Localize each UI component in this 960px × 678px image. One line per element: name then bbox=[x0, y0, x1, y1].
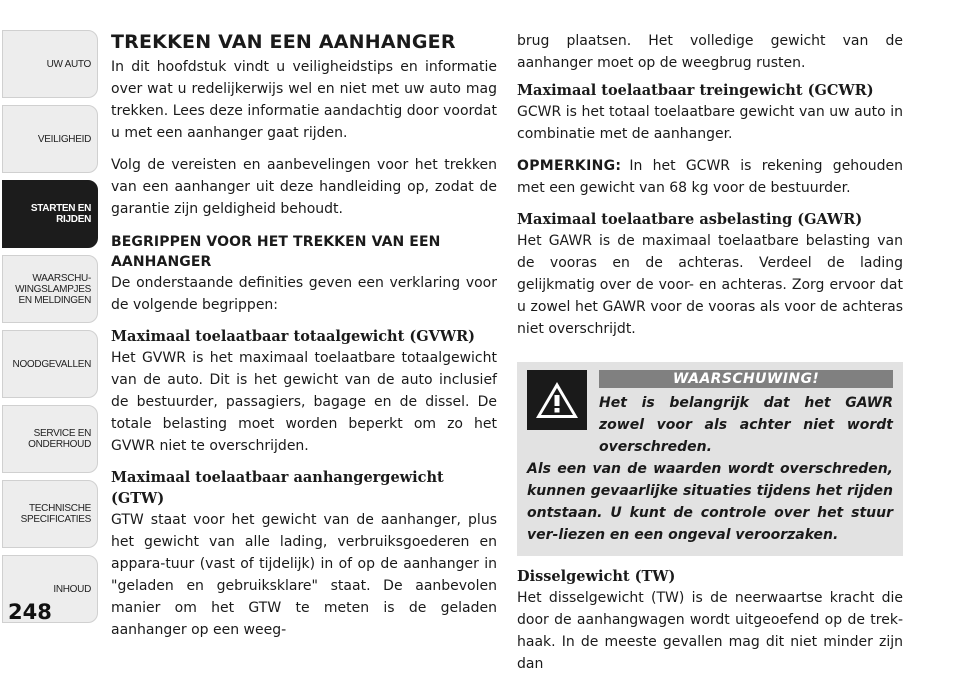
note-paragraph bbox=[517, 155, 903, 199]
tab-label: SERVICE EN ONDERHOUD bbox=[28, 428, 91, 450]
tab-uw-auto[interactable] bbox=[2, 30, 98, 98]
gcwr-text: GCWR is het totaal toelaatbare gewicht van uw auto in combinatie met de aanhanger. bbox=[517, 104, 903, 142]
gcwr-heading: Maximaal toelaatbaar treingewicht (GCWR) bbox=[517, 82, 874, 99]
right-column bbox=[517, 30, 903, 675]
tab-waarschuwingslampjes[interactable] bbox=[2, 255, 98, 323]
gtw-heading: Maximaal toelaatbaar aanhangergewicht (GTW) bbox=[111, 469, 444, 507]
warning-box bbox=[517, 362, 903, 556]
gawr-text: Het GAWR is de maximaal toelaatbare belasting van de vooras en de achteras. Verdeel de lading gelijkmatig over de voor- en achteras. Zorg ervoor dat u zowel het GAWR voor de vooras als voor de achteras niet overschrijdt. bbox=[517, 233, 903, 337]
tab-veiligheid[interactable] bbox=[2, 105, 98, 173]
tab-label: NOODGEVALLEN bbox=[12, 358, 91, 370]
gvwr-heading: Maximaal toelaatbaar totaalgewicht (GVWR) bbox=[111, 328, 476, 345]
tab-starten-en-rijden[interactable] bbox=[2, 180, 98, 248]
note-label: OPMERKING: bbox=[517, 158, 622, 174]
left-column bbox=[111, 30, 497, 641]
tab-label: TECHNISCHE SPECIFICATIES bbox=[20, 503, 91, 525]
warning-text: Het is belangrijk dat het GAWR zowel voor als achter niet wordt overschreden. bbox=[599, 395, 893, 455]
warning-heading: WAARSCHUWING! bbox=[599, 370, 893, 388]
tw-heading: Disselgewicht (TW) bbox=[517, 568, 676, 585]
continued-text: brug plaatsen. Het volledige gewicht van de aanhanger moet op de weegbrug rusten. bbox=[517, 33, 903, 71]
tab-label: VEILIGHEID bbox=[37, 133, 91, 145]
tab-label: INHOUD bbox=[53, 583, 91, 595]
gvwr-text: Het GVWR is het maximaal toelaatbare totaalgewicht van de auto. Dit is het gewicht van de auto inclusief de bestuurder, passagiers, bagage en de dissel. De totale belasting moet worden beperkt om zo het GVWR niet te overschrijden. bbox=[111, 350, 497, 454]
warning-text-continued: Als een van de waarden wordt overschreden, kunnen gevaarlijke situaties tijdens het rijden ontstaan. U kunt de controle over het stuur ver-liezen en een ongeval veroorzaken. bbox=[527, 461, 893, 543]
note-text: In het GCWR is rekening gehouden met een gewicht van 68 kg voor de bestuurder. bbox=[517, 158, 903, 196]
section-title: TREKKEN VAN EEN AANHANGER bbox=[111, 31, 456, 53]
tab-label: UW AUTO bbox=[46, 58, 91, 70]
subsection-title: BEGRIPPEN VOOR HET TREKKEN VAN EEN AANHANGER bbox=[111, 234, 441, 270]
intro-paragraph: In dit hoofdstuk vindt u veiligheidstips en informatie over wat u redelijkerwijs wel en niet met uw auto mag trekken. Lees deze informatie aandachtig door voordat u met een aanhanger gaat rijden. bbox=[111, 59, 497, 141]
page-number: 248 bbox=[8, 600, 52, 624]
tab-label: STARTEN EN RIJDEN bbox=[30, 203, 91, 225]
warning-triangle-icon bbox=[527, 370, 587, 430]
gtw-text: GTW staat voor het gewicht van de aanhanger, plus het gewicht van alle lading, verbruiksgoederen en appara-tuur (vast of tijdelijk) in of op de aanhanger in "geladen en gebruiksklare" staat. De aanbevolen manier om het GTW te meten is de geladen aanhanger op een weeg- bbox=[111, 512, 497, 638]
gawr-heading: Maximaal toelaatbare asbelasting (GAWR) bbox=[517, 211, 863, 228]
tab-noodgevallen[interactable] bbox=[2, 330, 98, 398]
intro-paragraph: Volg de vereisten en aanbevelingen voor het trekken van een aanhanger uit deze handleiding op, zodat de garantie zijn geldigheid behoudt. bbox=[111, 157, 497, 217]
tw-text: Het disselgewicht (TW) is de neerwaartse kracht die door de aanhangwagen wordt uitgeoefend op de trek-haak. In de meeste gevallen mag dit niet minder zijn dan bbox=[517, 590, 903, 672]
tab-service-en-onderhoud[interactable] bbox=[2, 405, 98, 473]
definitions-intro: De onderstaande definities geven een verklaring voor de volgende begrippen: bbox=[111, 275, 497, 313]
tab-label: WAARSCHU- WINGSLAMPJES EN MELDINGEN bbox=[15, 272, 91, 306]
tab-technische-specificaties[interactable] bbox=[2, 480, 98, 548]
